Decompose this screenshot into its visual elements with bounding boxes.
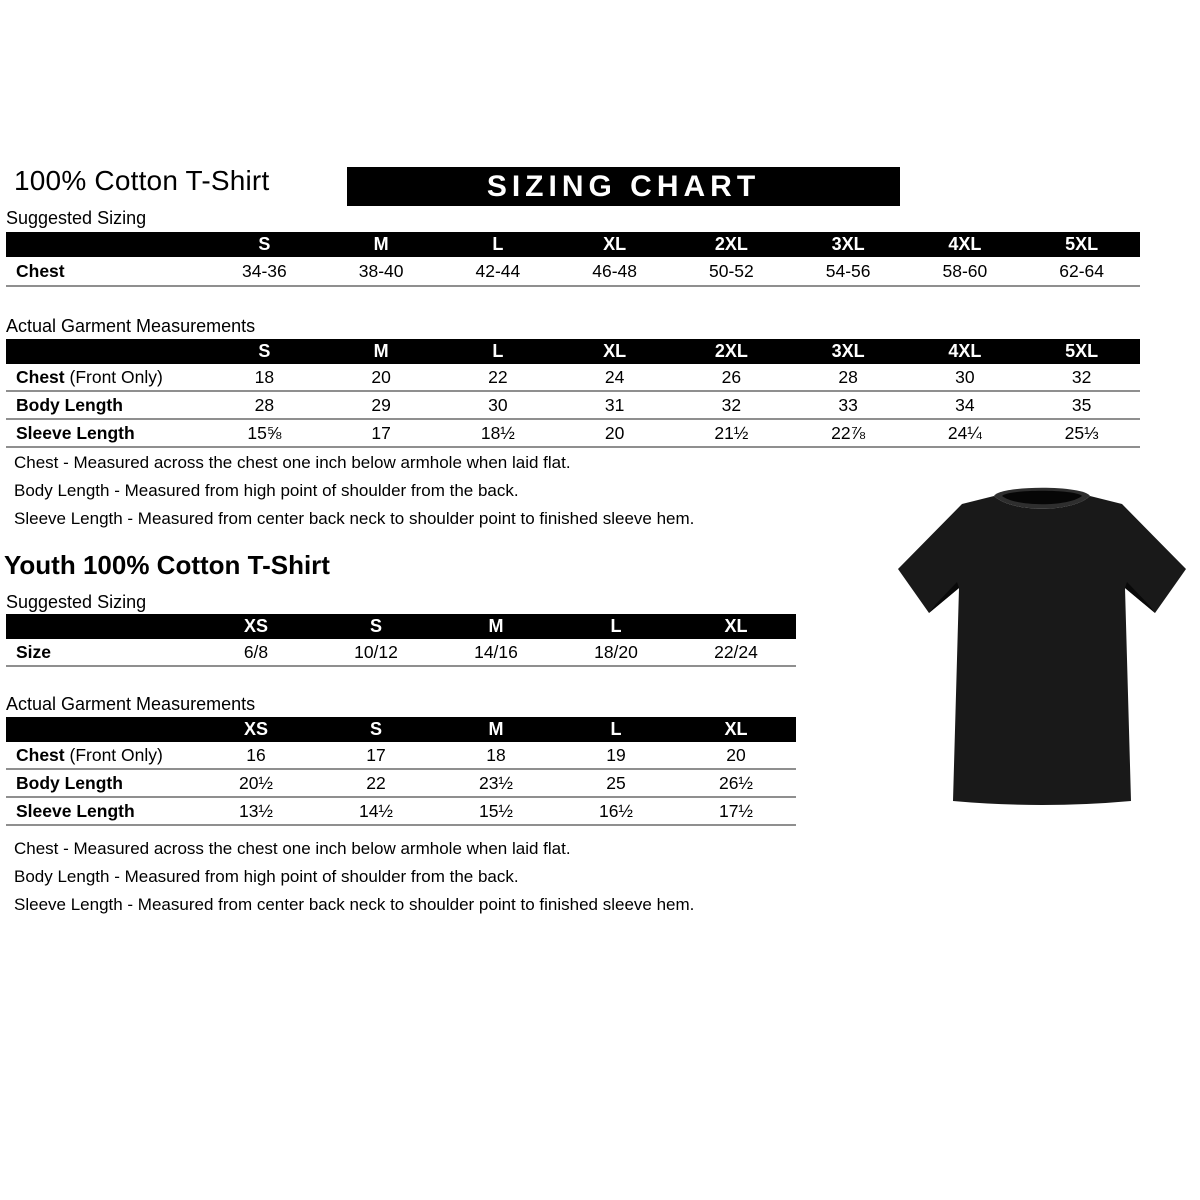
measurement-cell: 25⅓ (1064, 422, 1099, 443)
size-column-header: XL (603, 234, 627, 254)
measurement-cell: 34-36 (241, 260, 287, 281)
table-header-row (6, 717, 796, 742)
measurement-cell: 22⅞ (831, 422, 866, 443)
measurement-cell: 26 (721, 366, 742, 387)
measurement-cell: 32 (721, 394, 742, 415)
measurement-cell: 30 (488, 394, 508, 415)
measurement-cell: 26½ (718, 772, 754, 793)
sizing-chart-banner: SIZING CHART (347, 167, 900, 206)
measurement-cell: 20 (371, 366, 391, 387)
adult-suggested-sizing-table (6, 232, 1140, 287)
note-body-length: Body Length - Measured from high point of shoulder from the back. (14, 481, 519, 500)
measurement-cell: 17 (366, 744, 386, 765)
measurement-cell: 14½ (358, 800, 394, 821)
youth-actual-garment-table (6, 717, 796, 826)
size-column-header: M (488, 616, 504, 636)
note-chest: Chest - Measured across the chest one inch below armhole when laid flat. (14, 839, 571, 858)
measurement-cell: 38-40 (358, 260, 404, 281)
table-row (6, 742, 796, 770)
size-column-header: 3XL (831, 234, 865, 254)
measurement-cell: 25 (606, 772, 626, 793)
measurement-cell: 35 (1071, 394, 1092, 415)
size-column-header: XS (243, 719, 268, 739)
measurement-cell: 24¼ (947, 422, 982, 443)
table-row (6, 364, 1140, 392)
size-column-header: 2XL (714, 341, 748, 361)
youth-product-title: Youth 100% Cotton T-Shirt (4, 550, 330, 580)
size-column-header: S (369, 719, 382, 739)
row-label: Sleeve Length (16, 800, 135, 821)
note-body-length: Body Length - Measured from high point of shoulder from the back. (14, 867, 519, 886)
tshirt-photo (896, 476, 1188, 814)
table-row (6, 770, 796, 798)
size-column-header: S (369, 616, 382, 636)
row-label: Chest (Front Only) (16, 366, 163, 387)
youth-suggested-sizing-label: Suggested Sizing (6, 592, 147, 612)
measurement-cell: 30 (955, 366, 975, 387)
measurement-cell: 18 (254, 366, 275, 387)
row-label: Chest (16, 260, 65, 281)
measurement-cell: 21½ (714, 422, 749, 443)
table-header-row (6, 232, 1140, 257)
youth-measurement-notes (14, 840, 694, 924)
measurement-cell: 20½ (238, 772, 274, 793)
size-column-header: M (373, 341, 389, 361)
measurement-cell: 22 (488, 366, 508, 387)
table-header-row (6, 614, 796, 639)
note-chest: Chest - Measured across the chest one inch below armhole when laid flat. (14, 453, 571, 472)
measurement-cell: 6/8 (243, 641, 269, 662)
table-row (6, 420, 1140, 448)
size-column-header: XS (243, 616, 268, 636)
measurement-cell: 18 (486, 744, 506, 765)
adult-suggested-sizing-label: Suggested Sizing (6, 208, 147, 228)
size-column-header: S (258, 234, 271, 254)
measurement-cell: 14/16 (474, 641, 518, 662)
adult-actual-garment-label: Actual Garment Measurements (6, 316, 256, 336)
row-label: Size (16, 641, 52, 662)
measurement-cell: 31 (604, 394, 625, 415)
measurement-cell: 28 (254, 394, 275, 415)
note-sleeve-length: Sleeve Length - Measured from center back neck to shoulder point to finished sleeve hem. (14, 895, 695, 914)
table-row (6, 257, 1140, 287)
measurement-cell: 32 (1071, 366, 1092, 387)
measurement-cell: 10/12 (354, 641, 398, 662)
size-column-header: XL (724, 719, 748, 739)
size-column-header: 5XL (1065, 341, 1099, 361)
row-label: Body Length (16, 772, 123, 793)
youth-suggested-sizing-table (6, 614, 796, 667)
size-column-header: L (492, 341, 504, 361)
measurement-cell: 28 (838, 366, 858, 387)
adult-product-title: 100% Cotton T-Shirt (14, 165, 270, 196)
adult-measurement-notes (14, 454, 694, 538)
size-column-header: L (492, 234, 504, 254)
table-row (6, 392, 1140, 420)
size-column-header: M (488, 719, 504, 739)
size-column-header: XL (724, 616, 748, 636)
size-column-header: 2XL (714, 234, 748, 254)
size-column-header: XL (603, 341, 627, 361)
measurement-cell: 42-44 (475, 260, 521, 281)
measurement-cell: 18½ (480, 422, 515, 443)
size-column-header: 4XL (948, 341, 982, 361)
row-label: Sleeve Length (16, 422, 135, 443)
size-column-header: 4XL (948, 234, 982, 254)
table-row (6, 798, 796, 826)
size-column-header: 3XL (831, 341, 865, 361)
measurement-cell: 50-52 (708, 260, 754, 281)
measurement-cell: 20 (726, 744, 746, 765)
measurement-cell: 62-64 (1059, 260, 1104, 281)
measurement-cell: 46-48 (592, 260, 637, 281)
size-column-header: L (610, 616, 622, 636)
row-label: Body Length (16, 394, 123, 415)
measurement-cell: 22 (366, 772, 386, 793)
measurement-cell: 15½ (478, 800, 514, 821)
measurement-cell: 13½ (238, 800, 274, 821)
size-column-header: 5XL (1065, 234, 1099, 254)
youth-actual-garment-label: Actual Garment Measurements (6, 694, 256, 714)
adult-actual-garment-table (6, 339, 1140, 448)
size-column-header: S (258, 341, 271, 361)
measurement-cell: 19 (606, 744, 626, 765)
blank-black-tshirt-image (896, 476, 1188, 814)
measurement-cell: 29 (371, 394, 391, 415)
measurement-cell: 18/20 (594, 641, 638, 662)
measurement-cell: 16 (246, 744, 266, 765)
table-header-row (6, 339, 1140, 364)
measurement-cell: 17½ (718, 800, 754, 821)
measurement-cell: 34 (955, 394, 975, 415)
measurement-cell: 23½ (478, 772, 514, 793)
measurement-cell: 54-56 (825, 260, 871, 281)
measurement-cell: 24 (604, 366, 625, 387)
measurement-cell: 15⅝ (247, 422, 282, 443)
measurement-cell: 58-60 (942, 260, 988, 281)
table-row (6, 639, 796, 667)
measurement-cell: 33 (838, 394, 858, 415)
measurement-cell: 22/24 (714, 641, 758, 662)
note-sleeve-length: Sleeve Length - Measured from center back neck to shoulder point to finished sleeve hem. (14, 509, 695, 528)
measurement-cell: 16½ (598, 800, 634, 821)
size-column-header: L (610, 719, 622, 739)
measurement-cell: 17 (371, 422, 391, 443)
size-column-header: M (373, 234, 389, 254)
row-label: Chest (Front Only) (16, 744, 163, 765)
measurement-cell: 20 (604, 422, 625, 443)
